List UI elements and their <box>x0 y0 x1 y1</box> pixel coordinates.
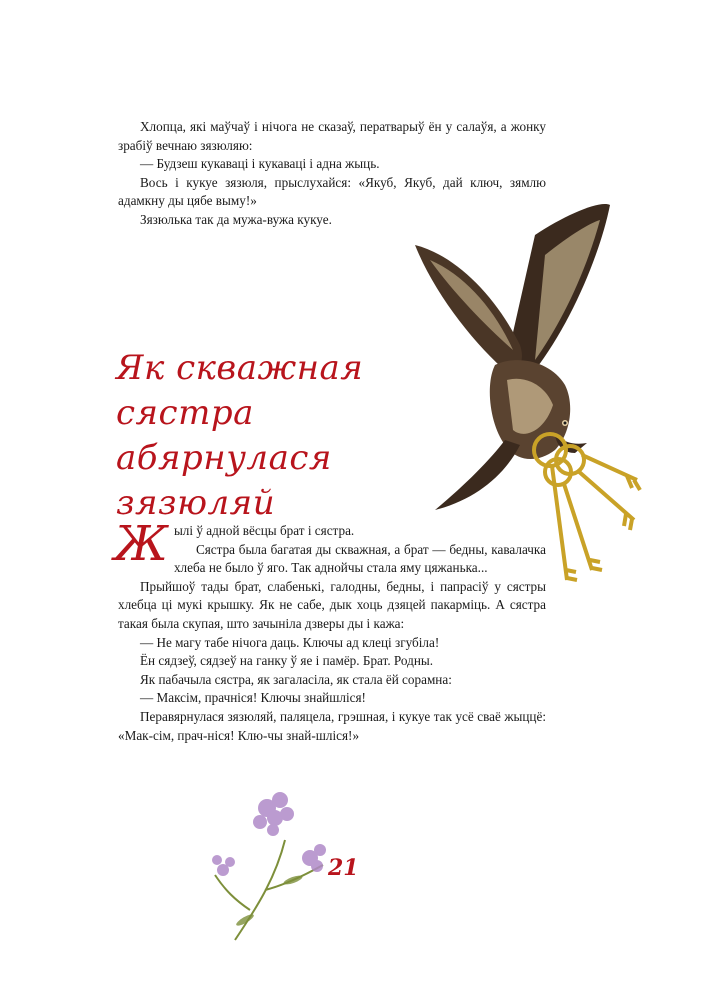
story-paragraph: ылі ў адной вёсцы брат і сястра. <box>173 523 355 538</box>
story-paragraph: — Не магу табе нічога даць. Ключы ад клеці згубіла! <box>140 634 440 650</box>
flower-illustration <box>205 780 345 950</box>
story-paragraph: Перавярнулася зязюляй, паляцела, грэшная, і кукуе так усё сваё жыццё: «Мак-сім, прач-ніся! Клю-чы знай-шліся!» <box>118 708 546 743</box>
story-text <box>114 516 546 745</box>
story-paragraph: Сястра была багатая ды скважная, а брат — бедны, кавалачка хлеба не было ў яго. Так аднойчы стала яму цяжанька... <box>173 541 546 576</box>
page-number: 21 <box>328 855 359 881</box>
intro-paragraph: Вось і кукуе зязюля, прыслухайся: «Якуб, Якуб, дай ключ, зямлю адамкну ды цябе выму!» <box>118 174 546 209</box>
drop-cap: Ж <box>114 516 168 572</box>
intro-paragraph: Хлопца, які маўчаў і нічога не сказаў, ператварыў ён у салаўя, а жонку зрабіў вечнаю зязюляю: <box>118 119 546 153</box>
story-paragraph: Прыйшоў тады брат, слабенькі, галодны, бедны, і папрасіў у сястры хлебца ці мукі крышку. Як не сабе, дык хоць дзяцей пакарміць. А сястра такая была скупая, што зачыніла дзверы ды і кажа: <box>118 578 546 631</box>
chapter-title-line: абярнулася <box>116 438 332 478</box>
story-paragraph: Ён сядзеў, сядзеў на ганку ў яе і памёр. Брат. Родны. <box>140 653 434 669</box>
chapter-title-line: Як скважная <box>116 348 364 388</box>
intro-paragraph: Зязюлька так да мужа-вужа кукуе. <box>140 211 332 227</box>
story-paragraph: Як пабачыла сястра, як загаласіла, як стала ёй сорамна: <box>140 671 452 687</box>
chapter-title-line: сястра <box>116 393 254 433</box>
story-paragraph: — Максім, прачніся! Ключы знайшліся! <box>140 690 366 706</box>
chapter-title-line: зязюляй <box>116 483 276 523</box>
intro-paragraph: — Будзеш кукаваці і кукаваці і адна жыць. <box>140 156 380 172</box>
chapter-title <box>116 346 406 526</box>
